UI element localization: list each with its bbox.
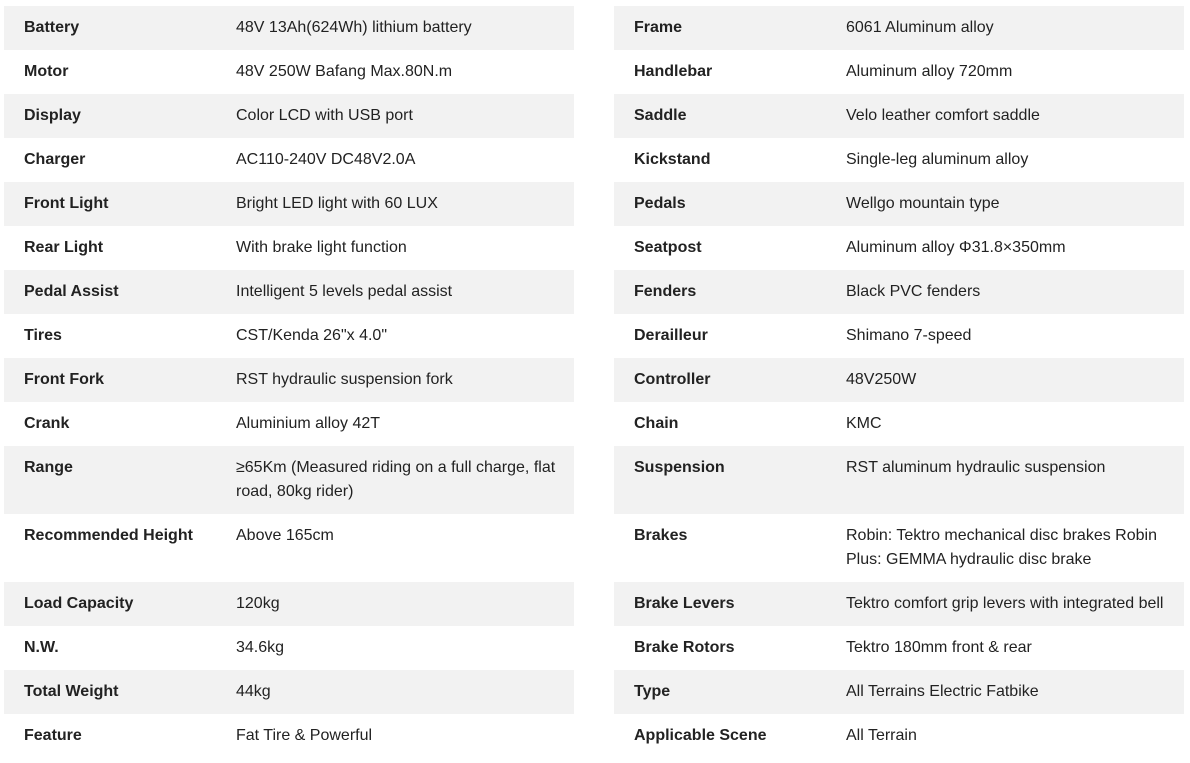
spec-value: 48V 250W Bafang Max.80N.m xyxy=(236,63,453,80)
spec-row-derailleur xyxy=(614,314,1184,358)
spec-value: 48V 13Ah(624Wh) lithium battery xyxy=(236,19,472,36)
spec-label: Front Light xyxy=(24,195,109,212)
spec-label: Seatpost xyxy=(634,239,702,256)
spec-row-total-weight xyxy=(4,670,574,714)
spec-value: Aluminum alloy 720mm xyxy=(846,63,1013,80)
spec-row-type xyxy=(614,670,1184,714)
spec-label: Motor xyxy=(24,63,69,80)
spec-row-controller xyxy=(614,358,1184,402)
spec-value: Shimano 7-speed xyxy=(846,327,972,344)
spec-label: Frame xyxy=(634,19,683,36)
spec-row-tires xyxy=(4,314,574,358)
spec-row-charger xyxy=(4,138,574,182)
spec-row-applicable-scene xyxy=(614,714,1184,758)
spec-label: Applicable Scene xyxy=(634,727,767,744)
spec-row-range xyxy=(4,446,574,514)
spec-label: Rear Light xyxy=(24,239,104,256)
spec-label: Saddle xyxy=(634,107,687,124)
spec-label: Brake Rotors xyxy=(634,639,735,656)
spec-row-feature xyxy=(4,714,574,758)
spec-row-fenders xyxy=(614,270,1184,314)
spec-label: Load Capacity xyxy=(24,595,134,612)
spec-value: Robin: Tektro mechanical disc brakes Robin Plus: GEMMA hydraulic disc brake xyxy=(846,527,1157,568)
spec-row-saddle xyxy=(614,94,1184,138)
spec-row-load-capacity xyxy=(4,582,574,626)
spec-label: Tires xyxy=(24,327,62,344)
spec-value: 44kg xyxy=(236,683,271,700)
spec-row-net-weight xyxy=(4,626,574,670)
spec-value: AC110-240V DC48V2.0A xyxy=(236,151,416,168)
spec-value: Fat Tire & Powerful xyxy=(236,727,373,744)
spec-label: Crank xyxy=(24,415,70,432)
spec-value: Color LCD with USB port xyxy=(236,107,413,124)
spec-value: Wellgo mountain type xyxy=(846,195,1000,212)
spec-value: Above 165cm xyxy=(236,527,334,544)
spec-label: Feature xyxy=(24,727,82,744)
spec-value: Aluminium alloy 42T xyxy=(236,415,381,432)
spec-value: Black PVC fenders xyxy=(846,283,981,300)
spec-label: Derailleur xyxy=(634,327,708,344)
spec-value: Velo leather comfort saddle xyxy=(846,107,1040,124)
spec-value: RST aluminum hydraulic suspension xyxy=(846,459,1106,476)
spec-label: Charger xyxy=(24,151,86,168)
spec-value: All Terrains Electric Fatbike xyxy=(846,683,1039,700)
spec-label: Recommended Height xyxy=(24,527,193,544)
spec-value: KMC xyxy=(846,415,882,432)
spec-table-left xyxy=(4,6,574,758)
spec-value: Tektro comfort grip levers with integrated bell xyxy=(846,595,1164,612)
spec-label: Handlebar xyxy=(634,63,713,80)
spec-label: Brakes xyxy=(634,527,688,544)
spec-value: Tektro 180mm front & rear xyxy=(846,639,1032,656)
spec-row-front-fork xyxy=(4,358,574,402)
spec-label: Display xyxy=(24,107,81,124)
spec-row-suspension xyxy=(614,446,1184,514)
spec-label: N.W. xyxy=(24,639,59,656)
spec-label: Chain xyxy=(634,415,679,432)
spec-row-pedals xyxy=(614,182,1184,226)
spec-value: CST/Kenda 26"x 4.0" xyxy=(236,327,387,344)
spec-row-recommended-height xyxy=(4,514,574,582)
spec-row-pedal-assist xyxy=(4,270,574,314)
spec-label: Battery xyxy=(24,19,80,36)
spec-value: Single-leg aluminum alloy xyxy=(846,151,1029,168)
spec-table-right xyxy=(614,6,1184,758)
spec-value: Bright LED light with 60 LUX xyxy=(236,195,438,212)
spec-label: Type xyxy=(634,683,671,700)
spec-label: Pedals xyxy=(634,195,686,212)
spec-label: Controller xyxy=(634,371,711,388)
spec-label: Total Weight xyxy=(24,683,119,700)
spec-row-crank xyxy=(4,402,574,446)
spec-value: 48V250W xyxy=(846,371,917,388)
spec-value: With brake light function xyxy=(236,239,407,256)
spec-row-brakes xyxy=(614,514,1184,582)
spec-row-frame xyxy=(614,6,1184,50)
spec-row-chain xyxy=(614,402,1184,446)
spec-row-kickstand xyxy=(614,138,1184,182)
spec-label: Fenders xyxy=(634,283,697,300)
spec-row-battery xyxy=(4,6,574,50)
spec-value: Aluminum alloy Φ31.8×350mm xyxy=(846,239,1066,256)
spec-label: Front Fork xyxy=(24,371,104,388)
spec-value: 120kg xyxy=(236,595,280,612)
spec-value: ≥65Km (Measured riding on a full charge, flat road, 80kg rider) xyxy=(236,459,556,500)
spec-value: Intelligent 5 levels pedal assist xyxy=(236,283,453,300)
spec-value: 6061 Aluminum alloy xyxy=(846,19,994,36)
spec-row-rear-light xyxy=(4,226,574,270)
spec-row-brake-rotors xyxy=(614,626,1184,670)
spec-label: Brake Levers xyxy=(634,595,735,612)
spec-row-seatpost xyxy=(614,226,1184,270)
spec-label: Pedal Assist xyxy=(24,283,119,300)
spec-value: RST hydraulic suspension fork xyxy=(236,371,453,388)
spec-value: All Terrain xyxy=(846,727,917,744)
spec-row-brake-levers xyxy=(614,582,1184,626)
spec-label: Range xyxy=(24,459,73,476)
spec-row-front-light xyxy=(4,182,574,226)
spec-row-handlebar xyxy=(614,50,1184,94)
spec-label: Kickstand xyxy=(634,151,711,168)
spec-label: Suspension xyxy=(634,459,725,476)
spec-row-motor xyxy=(4,50,574,94)
spec-value: 34.6kg xyxy=(236,639,285,656)
spec-row-display xyxy=(4,94,574,138)
